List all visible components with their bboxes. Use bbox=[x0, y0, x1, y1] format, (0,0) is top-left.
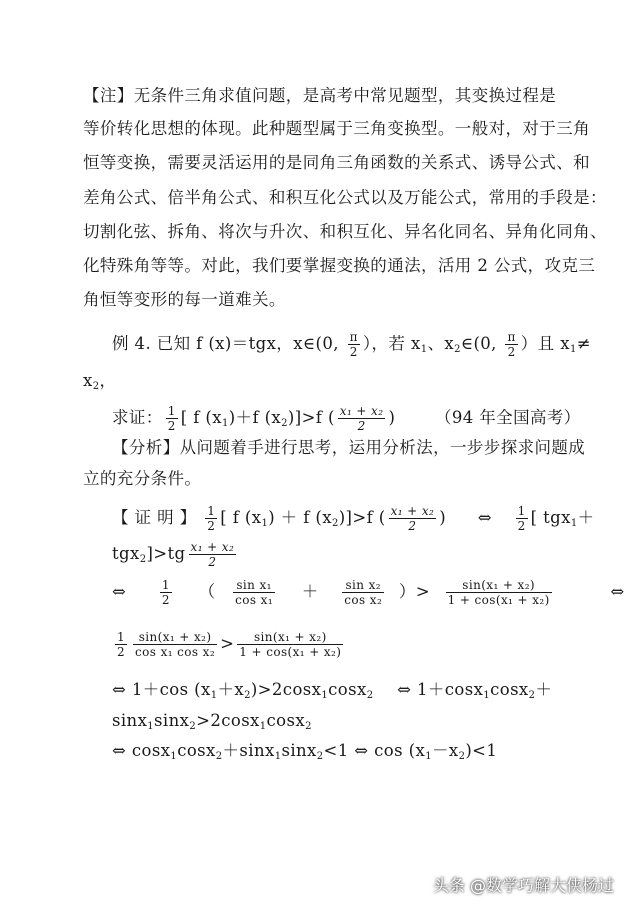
note-line-6: 化特殊角等等。对此，我们要掌握变换的通法，活用 2 公式，攻克三 bbox=[83, 256, 596, 275]
proof-line-2: tgx$_2$]>tg $\frac{\text{x₁ + x₂}}{2}$ bbox=[112, 540, 235, 569]
proof-label: 【 证 明 】 bbox=[112, 508, 197, 527]
proof-line-5: ⇔ 1＋cos $(x_1+x_2)>2\cos x_1\cos x_2$ ⇔ 1＋cosx$_1$cosx$_2$＋ bbox=[112, 680, 553, 701]
pi-over-2-fraction-2: $\frac{\pi}{2}$ bbox=[507, 330, 516, 359]
note-line-4: 差角公式、倍半角公式、和积互化公式以及万能公式，常用的手段是： bbox=[83, 188, 607, 207]
example-text-b: ），若 x bbox=[362, 334, 421, 353]
prove-statement: 求证： $\frac{1}{2}$ [ f $(x_1)+f$ $(x_2)]>f$ ( $\frac{\text{x₁ + x₂}}{2}$ ) （94 年全国高考） bbox=[112, 404, 581, 433]
analysis-line-1: 【分析】从问题着手进行思考，运用分析法，一步步探求问题成 bbox=[112, 438, 586, 457]
proof-line-3: ⇔ $\frac{1}{2}$ （ $\frac{\text{sin x₁}}{\text{cos x₁}}$ ＋ $\frac{\text{sin x₂}}{\text{cos x₂}}$ ）> $\frac{\text{sin(x₁ + x₂)}}{\text{1 + cos(x₁ + x₂)}}$ ⇔ bbox=[112, 578, 625, 607]
watermark: 头条 @数学巧解大侠杨过 bbox=[432, 876, 614, 895]
note-line-2: 等价转化思想的体现。此种题型属于三角变换型。一般对，对于三角 bbox=[83, 119, 590, 138]
proof-line-4: $\frac{1}{2}$ $\frac{\text{sin(x₁ + x₂)}}{\text{cos x₁ cos x₂}}$ > $\frac{\text{sin(x₁ + x₂)}}{\text{1 + cos(x₁ + x₂)}}$ bbox=[117, 630, 342, 659]
analysis-line-2: 立的充分条件。 bbox=[83, 469, 202, 488]
example-text-a: 例 4. 已知 f (x)＝tgx，x∈(0, bbox=[112, 334, 339, 353]
note-line-7: 角恒等变形的每一道难关。 bbox=[83, 290, 286, 309]
proof-line-1: 【 证 明 】 $\frac{1}{2}$ [ f $(x_1) + f$ $(x_2)]>f$ ( $\frac{\text{x₁ + x₂}}{2}$ ) ⇔ $\frac{1}{2}$ [ tgx$_1$＋ bbox=[112, 504, 595, 533]
note-line-5: 切割化弦、拆角、将次与升次、和积互化、异名化同名、异角化同角、 bbox=[83, 222, 607, 241]
proof-line-6: sinx$_1$sinx$_2$>2cosx$_1$cosx$_2$ bbox=[112, 711, 312, 732]
example-line-1: 例 4. 已知 f (x)＝tgx，x∈(0, $\frac{\pi}{2}$ ），若 $x_1$、$x_2\in(0$, $\frac{\pi}{2}$ ）且 $x_1\ne$ bbox=[112, 330, 591, 359]
note-line-3: 恒等变换，需要灵活运用的是同角三角函数的关系式、诱导公式、和 bbox=[83, 153, 590, 172]
note-line-1: 【注】无条件三角求值问题，是高考中常见题型，其变换过程是 bbox=[83, 86, 557, 105]
example-line-2: $x_2$， bbox=[83, 371, 117, 392]
proof-line-7: ⇔ cosx$_1$cosx$_2$＋sinx$_1$sinx$_2$<1 ⇔ $\cos (x_1-x_2)<1$ bbox=[112, 741, 498, 762]
pi-over-2-fraction: $\frac{\pi}{2}$ bbox=[349, 330, 358, 359]
source-note: （94 年全国高考） bbox=[434, 408, 581, 427]
